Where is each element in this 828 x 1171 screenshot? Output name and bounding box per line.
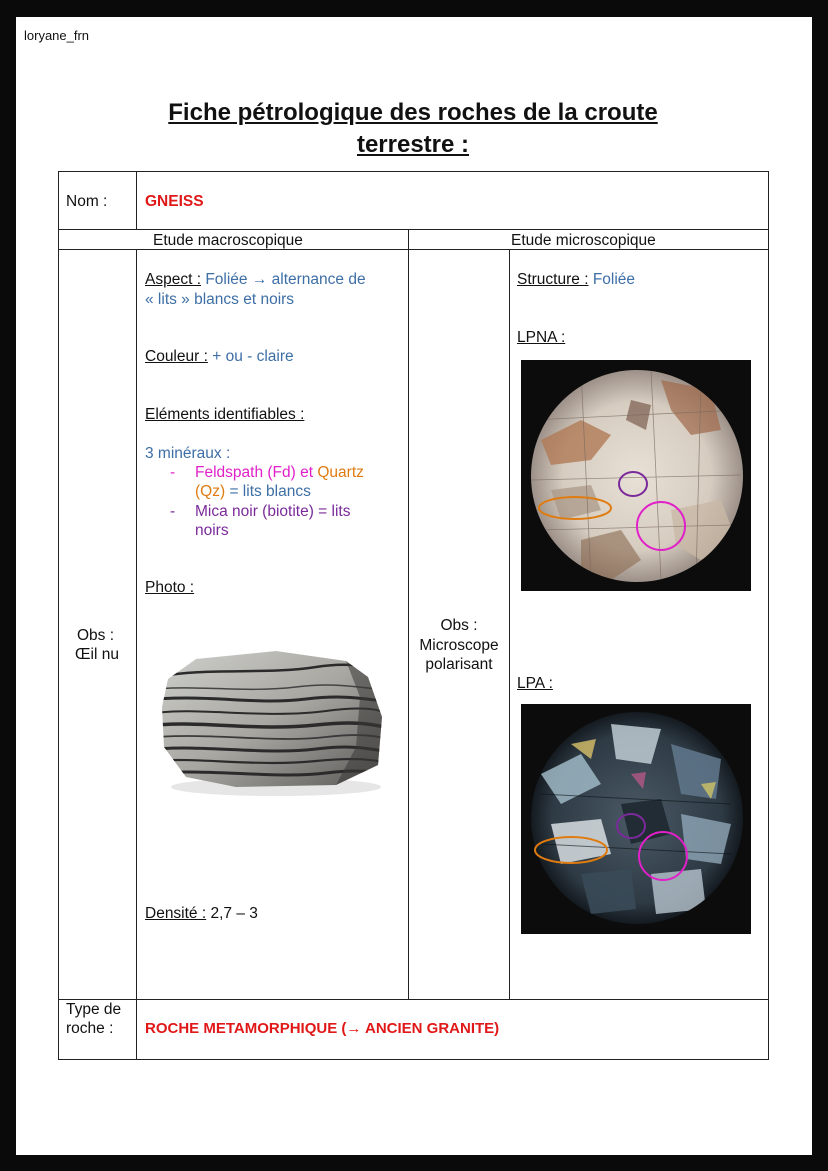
obs-micro-line3: polarisant xyxy=(425,656,493,673)
densite-label: Densité : xyxy=(145,905,207,922)
structure-label: Structure : xyxy=(517,271,589,288)
couleur-value: + ou - claire xyxy=(212,348,294,365)
elements-intro: 3 minéraux : xyxy=(145,445,231,462)
structure-row xyxy=(517,270,635,290)
table-col-middle xyxy=(408,229,409,1000)
table-border-left xyxy=(58,171,59,1060)
table-border-top xyxy=(58,171,769,172)
bullet-dash-2: - xyxy=(170,503,176,520)
obs-micro-line2: Microscope xyxy=(419,637,499,654)
document-page xyxy=(16,17,812,1155)
densite-value: 2,7 – 3 xyxy=(210,905,258,922)
header-micro: Etude microscopique xyxy=(511,232,656,249)
lpna-micrograph xyxy=(521,360,751,591)
couleur-row xyxy=(145,347,294,367)
feldspath-text: Feldspath (Fd) xyxy=(195,464,296,481)
obs-eye-label: Obs : xyxy=(77,627,115,644)
aspect-line-1 xyxy=(145,270,366,290)
table-col-nom xyxy=(136,171,137,230)
table-line-before-type xyxy=(58,999,769,1000)
feldspath-line-2 xyxy=(195,482,311,502)
type-label-line-1: Type de xyxy=(66,1001,122,1018)
title-line-2: terrestre : xyxy=(356,131,470,158)
feldspath-line-1 xyxy=(195,463,364,483)
lits-blancs-text: = lits blancs xyxy=(229,483,311,500)
table-line-after-nom xyxy=(58,229,769,230)
gneiss-rock-photo xyxy=(156,637,396,797)
qz-text: (Qz) xyxy=(195,483,226,500)
lpa-micrograph xyxy=(521,704,751,934)
type-label-line-2: roche : xyxy=(66,1020,114,1037)
et-text: et xyxy=(300,464,314,481)
photo-label: Photo : xyxy=(145,579,195,596)
table-border-bottom xyxy=(58,1059,769,1060)
rock-type-value: ROCHE METAMORPHIQUE (→ ANCIEN GRANITE) xyxy=(145,1020,500,1037)
obs-micro-label: Obs : xyxy=(440,617,478,634)
table-col-label xyxy=(136,249,137,1060)
mica-line-1: Mica noir (biotite) = lits xyxy=(195,503,351,520)
title-line-1: Fiche pétrologique des roches de la croute xyxy=(168,99,658,126)
couleur-label: Couleur : xyxy=(145,348,208,365)
aspect-value: Foliée → alternance de xyxy=(205,271,366,288)
table-col-micro xyxy=(509,249,510,1000)
rock-name: GNEISS xyxy=(145,193,204,210)
lpa-label: LPA : xyxy=(517,675,553,692)
aspect-label: Aspect : xyxy=(145,271,201,288)
page-title xyxy=(126,97,700,161)
table-border-right xyxy=(768,171,769,1060)
densite-row xyxy=(145,904,258,924)
nom-label: Nom : xyxy=(66,193,108,210)
structure-value: Foliée xyxy=(592,271,636,288)
obs-eye-value: Œil nu xyxy=(75,646,119,663)
author-handle: loryane_frn xyxy=(24,28,90,43)
bullet-dash-1: - xyxy=(170,464,176,481)
aspect-line-2: « lits » blancs et noirs xyxy=(145,291,295,308)
header-macro: Etude macroscopique xyxy=(153,232,303,249)
elements-label: Eléments identifiables : xyxy=(145,406,305,423)
mica-line-2: noirs xyxy=(195,522,229,539)
quartz-text: Quartz xyxy=(317,464,364,481)
lpna-label: LPNA : xyxy=(517,329,566,346)
